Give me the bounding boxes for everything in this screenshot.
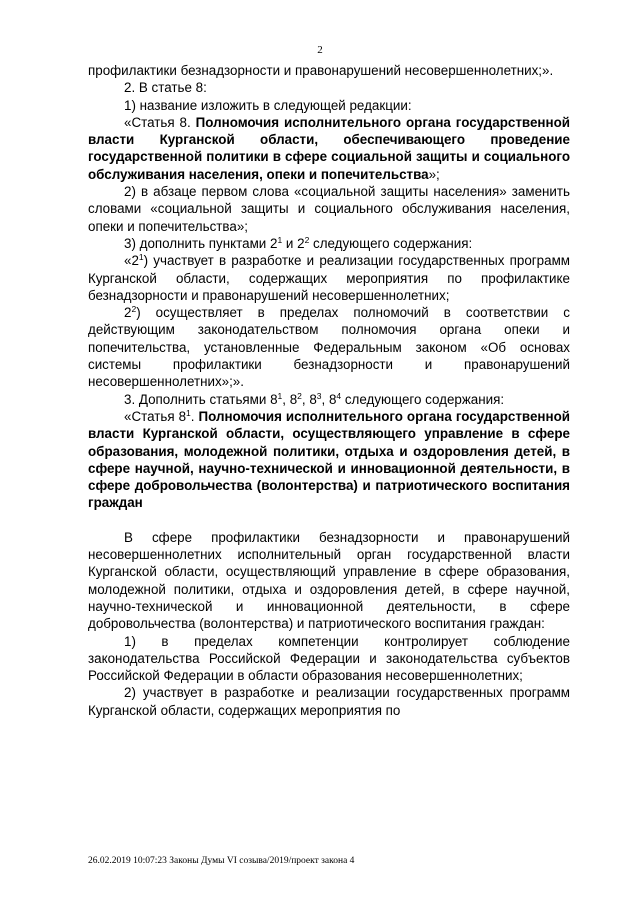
bold-text: Полномочия исполнительного органа государственной власти Курганской области, осуществляющего управление в сфере образования, молодежной политики, отдыха и оздоровления детей, в сфере научной, научно-технической и инновационной деятельности, в сфере добровольчества (волонтерства) и патриотического воспитания граждан xyxy=(88,408,571,511)
superscript: 1 xyxy=(186,407,191,418)
paragraph xyxy=(88,252,570,304)
paragraph xyxy=(88,235,570,252)
text: ) участвует в разработке и реализации государственных программ Курганской области, содержащих мероприятия по профилактике безнадзорности и правонарушений несовершеннолетних; xyxy=(88,253,570,303)
text: профилактики безнадзорности и правонарушений несовершеннолетних;». xyxy=(88,63,554,78)
text: »; xyxy=(428,166,440,182)
text: , 8 xyxy=(321,391,337,407)
paragraph xyxy=(88,62,570,79)
text: 3) дополнить пунктами 2 xyxy=(124,235,278,251)
text: 2) участвует в разработке и реализации государственных программ Курганской области, содержащих мероприятия по xyxy=(88,685,570,718)
bold-text: Полномочия исполнительного органа государственной власти Курганской области, обеспечивающего проведение государственной политики в сфере социальной защиты и социального обслуживания населения, опеки и попечительства xyxy=(88,114,570,182)
text: 2. В статье 8: xyxy=(124,80,207,96)
text: ) осуществляет в пределах полномочий в соответствии с действующим законодательством полномочия органа опеки и попечительства, установленные Федеральным законом «Об основах системы профилактики безнадзорности и правонарушений несовершеннолетних»;». xyxy=(88,305,570,390)
paragraph xyxy=(88,79,570,96)
text: «Статья 8 xyxy=(124,408,187,424)
text: «2 xyxy=(124,253,139,269)
text: следующего содержания: xyxy=(309,235,473,251)
document-body xyxy=(88,62,570,719)
text: «Статья 8. xyxy=(124,114,196,130)
text: 1) в пределах компетенции контролирует соблюдение законодательства Российской Федерации и законодательства субъектов Российской Федерации в области образования несовершеннолетних; xyxy=(88,633,570,684)
superscript: 2 xyxy=(297,390,302,401)
superscript: 1 xyxy=(277,390,283,401)
text: В сфере профилактики безнадзорности и правонарушений несовершеннолетних исполнительный орган государственной власти Курганской области, осуществляющий управление в сфере образования, молодежной политики, отдыха и оздоровления детей, в сфере научной, научно-технической и инновационной деятельности, в сфере добровольчества (волонтерства) и патриотического воспитания граждан: xyxy=(88,529,570,632)
page-number: 2 xyxy=(317,44,323,56)
text: следующего содержания: xyxy=(341,391,505,407)
superscript: 2 xyxy=(131,304,137,315)
text: 3. Дополнить статьями 8 xyxy=(124,391,278,407)
text: 2 xyxy=(124,305,132,321)
paragraph xyxy=(88,97,570,114)
paragraph xyxy=(88,114,570,183)
paragraph xyxy=(88,183,570,235)
paragraph xyxy=(88,408,570,512)
text: . xyxy=(190,408,199,424)
text: 1) название изложить в следующей редакции: xyxy=(124,97,412,113)
footer: 26.02.2019 10:07:23 Законы Думы VI созыва/2019/проект закона 4 xyxy=(88,856,355,866)
paragraph xyxy=(88,391,570,408)
text: и 2 xyxy=(282,235,305,251)
superscript: 1 xyxy=(277,234,283,245)
paragraph xyxy=(88,304,570,390)
superscript: 3 xyxy=(316,390,322,401)
paragraph xyxy=(88,633,570,685)
text: 2) в абзаце первом слова «социальной защиты населения» заменить словами «социальной защиты и социального обслуживания населения, опеки и попечительства»; xyxy=(88,184,570,234)
spacer xyxy=(88,512,570,529)
superscript: 4 xyxy=(336,390,342,401)
text: , 8 xyxy=(282,391,298,407)
text: , 8 xyxy=(301,391,317,407)
superscript: 1 xyxy=(138,252,144,263)
superscript: 2 xyxy=(304,234,310,245)
paragraph xyxy=(88,684,570,719)
paragraph xyxy=(88,529,570,633)
